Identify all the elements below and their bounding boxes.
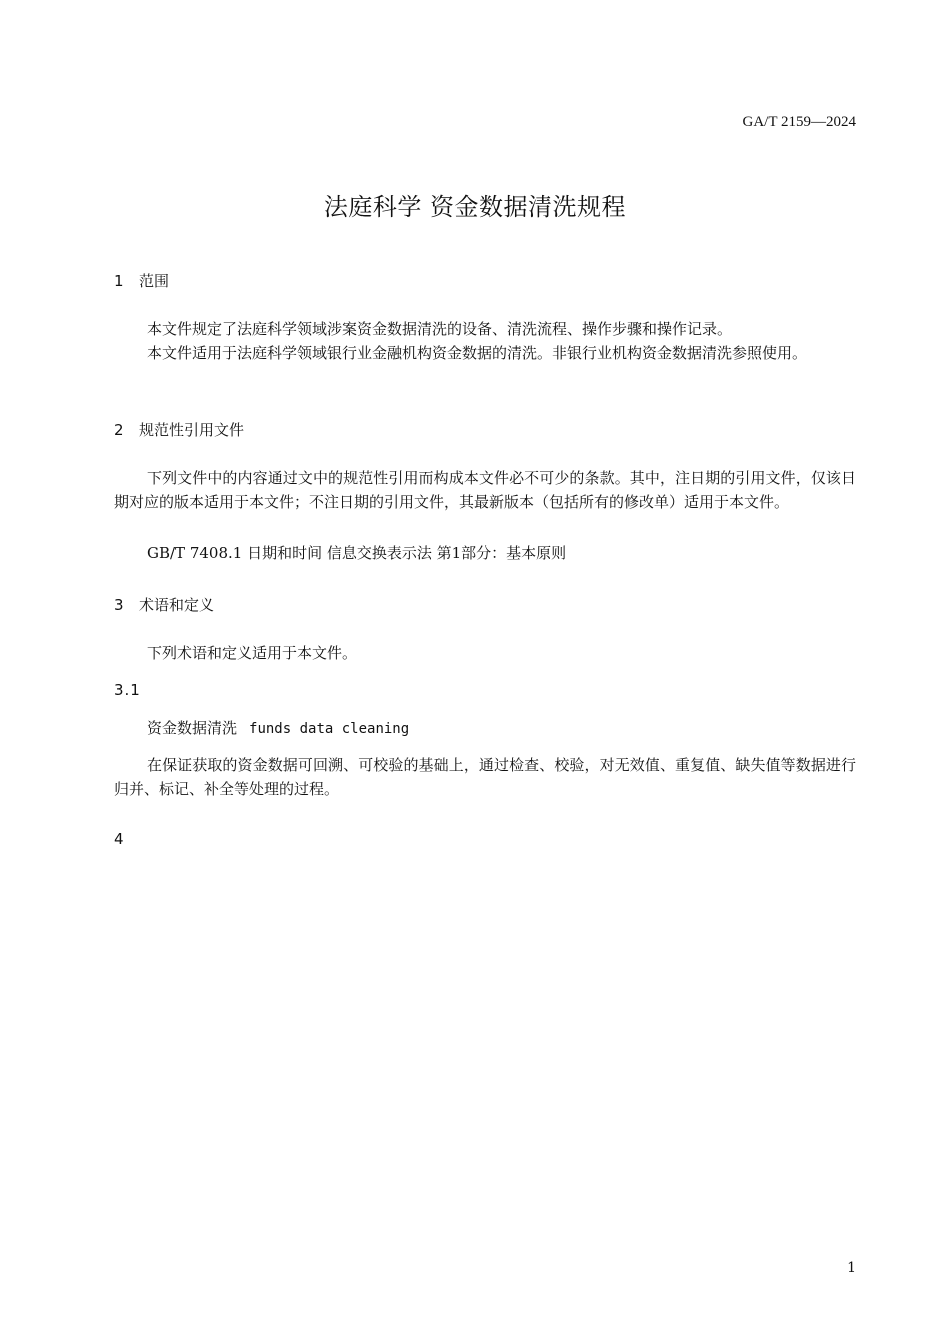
document-title: 法庭科学 资金数据清洗规程 — [323, 193, 627, 221]
standard-number: GA/T 2159—2024 — [742, 114, 856, 130]
term-chinese: 资金数据清洗 — [147, 719, 238, 737]
page-number: 1 — [847, 1260, 856, 1276]
normative-reference: GB/T 7408.1 日期和时间 信息交换表示法 第1部分：基本原则 — [147, 544, 567, 562]
term-entry — [147, 717, 409, 738]
section-number: 3 — [114, 596, 124, 614]
term-definition: 在保证获取的资金数据可回溯、可校验的基础上，通过检查、校验，对无效值、重复值、缺失值等数据进行归并、标记、补全等处理的过程。 — [114, 756, 856, 798]
section-number: 2 — [114, 421, 124, 439]
section-title: 范围 — [139, 272, 170, 290]
section-number: 4 — [114, 830, 124, 848]
section-4-heading — [114, 830, 124, 848]
section-2-paragraph-1: 下列文件中的内容通过文中的规范性引用而构成本文件必不可少的条款。其中，注日期的引用文件，仅该日期对应的版本适用于本文件；不注日期的引用文件，其最新版本（包括所有的修改单）适用于本文件。 — [114, 469, 856, 511]
section-1-paragraph-2: 本文件适用于法庭科学领域银行业金融机构资金数据的清洗。非银行业机构资金数据清洗参照使用。 — [147, 344, 808, 362]
section-2-heading — [114, 419, 244, 440]
term-english: funds data cleaning — [249, 721, 410, 737]
section-title: 术语和定义 — [139, 596, 215, 614]
term-number: 3.1 — [114, 681, 141, 699]
section-3-heading — [114, 594, 214, 615]
section-3-paragraph-1: 下列术语和定义适用于本文件。 — [147, 644, 358, 662]
section-1-heading — [114, 270, 169, 291]
section-title: 规范性引用文件 — [139, 421, 245, 439]
section-number: 1 — [114, 272, 124, 290]
section-1-paragraph-1: 本文件规定了法庭科学领域涉案资金数据清洗的设备、清洗流程、操作步骤和操作记录。 — [147, 320, 733, 338]
